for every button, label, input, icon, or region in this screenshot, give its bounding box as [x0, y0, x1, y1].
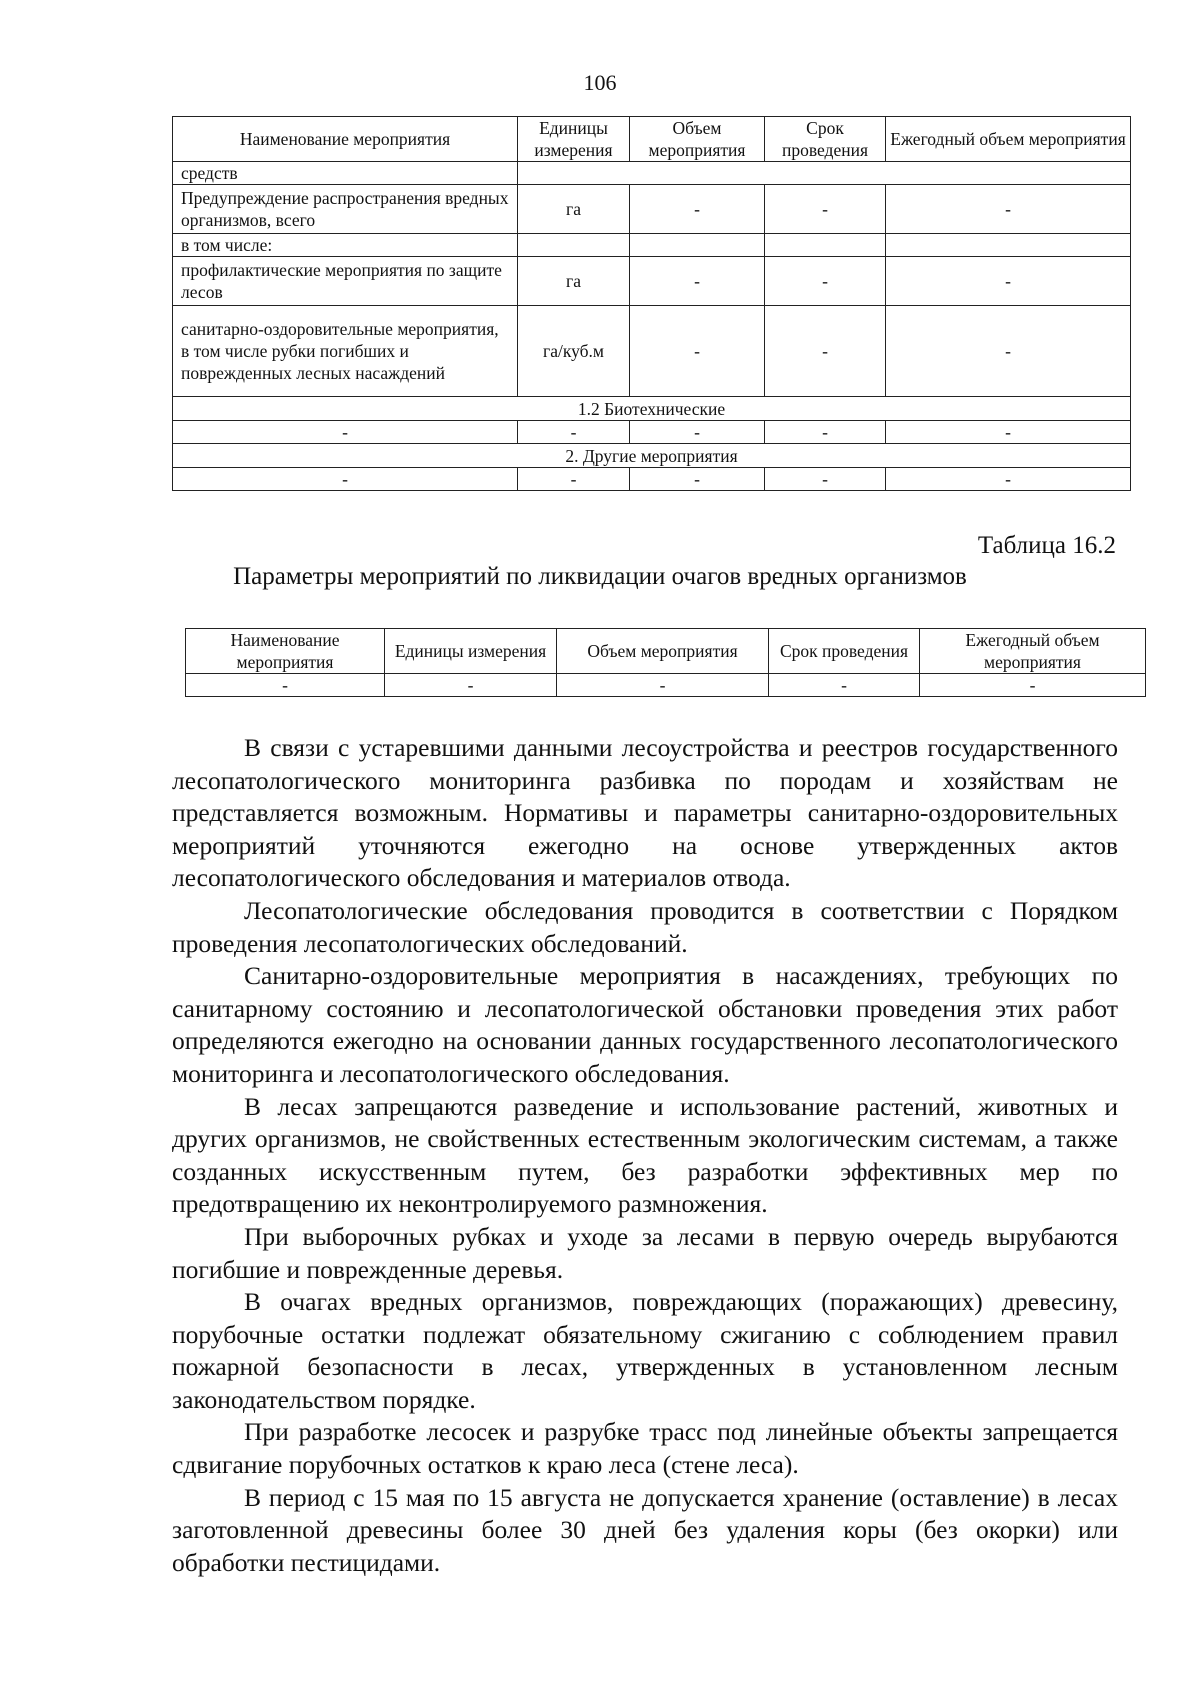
section-title-biotech: 1.2 Биотехнические [173, 397, 1131, 421]
header-cell: Наименование мероприятия [173, 117, 518, 162]
table-caption: Таблица 16.2 [977, 532, 1116, 559]
header-cell: Срок проведения [769, 629, 920, 674]
measures-table [172, 116, 1131, 491]
dash-cell: - [630, 421, 765, 444]
volume-cell: - [630, 306, 765, 397]
paragraph: Санитарно-оздоровительные мероприятия в насаждениях, требующих по санитарному состоянию и лесопатологической обстановки проведения этих работ определяются ежегодно на основании данных государственного лесопатологического мониторинга и лесопатологического обследования. [172, 961, 1118, 1088]
dash-cell: - [886, 468, 1131, 491]
dash-cell: - [518, 468, 630, 491]
annual-cell: - [886, 257, 1131, 306]
table-header-row [186, 629, 1146, 674]
dash-cell: - [518, 421, 630, 444]
paragraph: При выборочных рубках и уходе за лесами в первую очередь вырубаются погибшие и поврежденные деревья. [172, 1221, 1118, 1284]
dash-cell: - [769, 674, 920, 697]
paragraph: В период с 15 мая по 15 августа не допускается хранение (оставление) в лесах заготовленной древесины более 30 дней без удаления коры (без окорки) или обработки пестицидами. [172, 1482, 1118, 1577]
paragraph: В связи с устаревшими данными лесоустройства и реестров государственного лесопатологического мониторинга разбивка по породам и хозяйствам не представляется возможным. Нормативы и параметры санитарно-оздоровительных мероприятий уточняются ежегодно на основе утвержденных актов лесопатологического обследования и материалов отвода. [172, 733, 1118, 893]
header-cell: Объем мероприятия [557, 629, 769, 674]
unit-cell: га/куб.м [518, 306, 630, 397]
volume-cell: - [630, 185, 765, 234]
annual-cell: - [886, 306, 1131, 397]
row-name-cell: средств [173, 162, 518, 185]
annual-cell [886, 234, 1131, 257]
page-number: 106 [583, 70, 617, 95]
table-row [173, 257, 1131, 306]
table-row [173, 421, 1131, 444]
row-name-cell: профилактические мероприятия по защите лесов [173, 257, 518, 306]
table-row [173, 185, 1131, 234]
unit-cell: га [518, 185, 630, 234]
table-header-row [173, 117, 1131, 162]
section-title-other: 2. Другие мероприятия [173, 444, 1131, 468]
section-row [173, 397, 1131, 421]
header-cell: Срок проведения [765, 117, 886, 162]
paragraph: В лесах запрещаются разведение и использование растений, животных и других организмов, не свойственных естественным экологическим системам, а также созданных искусственным путем, без разработки эффективных мер по предотвращению их неконтролируемого размножения. [172, 1091, 1118, 1219]
table-row [173, 162, 1131, 185]
dash-cell: - [630, 468, 765, 491]
dash-cell: - [173, 468, 518, 491]
dash-cell: - [886, 421, 1131, 444]
annual-cell: - [886, 185, 1131, 234]
dash-cell: - [920, 674, 1146, 697]
header-cell: Ежегодный объем мероприятия [886, 117, 1131, 162]
table-row [186, 674, 1146, 697]
dash-cell: - [557, 674, 769, 697]
table-row [173, 306, 1131, 397]
unit-cell: га [518, 257, 630, 306]
paragraph: При разработке лесосек и разрубке трасс под линейные объекты запрещается сдвигание порубочных остатков к краю леса (стене леса). [172, 1417, 1118, 1480]
row-name-cell: Предупреждение распространения вредных организмов, всего [173, 185, 518, 234]
section-row [173, 444, 1131, 468]
volume-cell: - [630, 257, 765, 306]
header-cell: Объем мероприятия [630, 117, 765, 162]
body-text [172, 732, 1118, 1579]
empty-cell [518, 162, 1131, 185]
header-cell: Ежегодный объем мероприятия [920, 629, 1146, 674]
dash-cell: - [385, 674, 557, 697]
table-row [173, 468, 1131, 491]
header-cell: Наименование мероприятия [186, 629, 385, 674]
pest-elimination-table [185, 628, 1146, 697]
paragraph: В очагах вредных организмов, повреждающих (поражающих) древесину, порубочные остатки подлежат обязательному сжиганию с соблюдением правил пожарной безопасности в лесах, утвержденных в установленном лесным законодательством порядке. [172, 1287, 1118, 1414]
header-cell: Единицы измерения [385, 629, 557, 674]
period-cell: - [765, 306, 886, 397]
table-title: Параметры мероприятий по ликвидации очагов вредных организмов [233, 563, 967, 590]
period-cell: - [765, 185, 886, 234]
dash-cell: - [173, 421, 518, 444]
paragraph: Лесопатологические обследования проводится в соответствии с Порядком проведения лесопатологических обследований. [172, 895, 1118, 958]
dash-cell: - [765, 468, 886, 491]
unit-cell [518, 234, 630, 257]
dash-cell: - [186, 674, 385, 697]
volume-cell [630, 234, 765, 257]
period-cell: - [765, 257, 886, 306]
dash-cell: - [765, 421, 886, 444]
header-cell: Единицы измерения [518, 117, 630, 162]
period-cell [765, 234, 886, 257]
row-name-cell: санитарно-оздоровительные мероприятия, в том числе рубки погибших и поврежденных лесных насаждений [173, 306, 518, 397]
table-row [173, 234, 1131, 257]
row-name-cell: в том числе: [173, 234, 518, 257]
